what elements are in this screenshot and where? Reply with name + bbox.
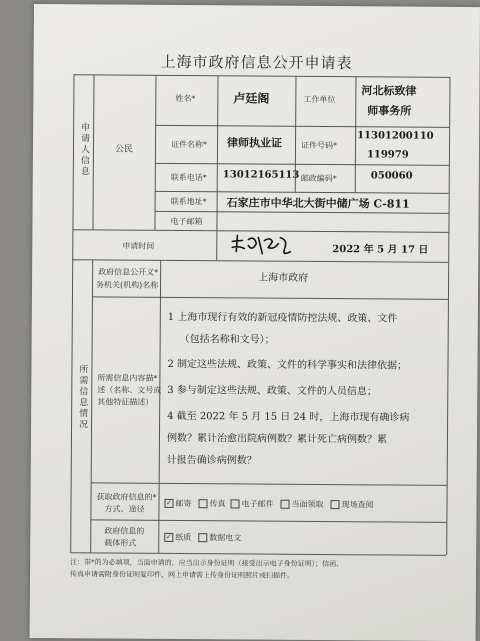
employer-value-line2: 师事务所 [367, 104, 412, 118]
format-option-label: 数据电文 [209, 533, 242, 543]
id-number-line2: 119979 [366, 149, 409, 161]
employer-label: 工作单位 [303, 94, 336, 105]
method-label-line2: 方式、途径 [104, 504, 145, 514]
date-label: 申请时间 [122, 241, 155, 251]
col-divider [158, 260, 161, 553]
method-option-in-person[interactable] [280, 499, 323, 510]
application-form-sheet [30, 4, 480, 641]
id-type-label: 证件名称* [170, 139, 208, 150]
postcode-value: 050060 [370, 170, 413, 182]
col-divider [154, 75, 156, 230]
content-label-line2: 述（名称、文号或 [97, 385, 162, 395]
checkbox-checked-icon: ✓ [166, 498, 172, 507]
content-label-line3: 其他特征描述） [97, 397, 154, 407]
agency-label-line1: 政府信息公开义* [98, 267, 159, 277]
form-title: 上海市政府信息公开申请表 [160, 52, 353, 73]
checkbox-checked-icon: ✓ [165, 532, 172, 541]
method-option-label: 邮寄 [175, 499, 192, 509]
checkbox-empty-icon [330, 500, 339, 509]
method-option-on-site[interactable] [330, 499, 373, 510]
format-option-label: 纸质 [175, 532, 192, 543]
format-label-line1: 政府信息的 [104, 526, 145, 536]
checkbox-empty-icon [198, 533, 207, 542]
applicant-type-label: 公民 [114, 144, 134, 155]
phone-label: 联系电话* [170, 172, 207, 183]
method-option-label: 传真 [209, 499, 226, 509]
content-line-1: 1 上海市现行有效的新冠疫情防控法规、政策、文件 [167, 311, 398, 325]
row-divider [155, 125, 449, 128]
footnote-line2: 传真申请需附身份证明复印件，网上申请需上传身份证明照片或扫描件。 [69, 570, 295, 580]
request-section-label: 所需信息情况 [77, 364, 88, 431]
table-right-border [446, 77, 450, 555]
method-label-line1: 获取政府信息的* [96, 492, 157, 502]
content-label-line1: 所需信息内容描* [97, 373, 158, 383]
checkbox-empty-icon [230, 499, 239, 508]
date-value: 2022 年 5 月 17 日 [332, 244, 429, 256]
method-option-fax[interactable] [198, 498, 225, 509]
id-number-label: 证件号码* [300, 140, 338, 151]
row-divider [90, 519, 446, 522]
method-option-mail[interactable] [164, 498, 191, 509]
agency-value: 上海市政府 [258, 272, 309, 284]
col-divider [90, 259, 93, 552]
content-line-3: 2 制定这些法规、政策、文件的科学事实和法律依据； [167, 358, 408, 372]
agency-label-line2: 务机关(机构)名称 [96, 280, 159, 290]
email-label: 电子邮箱 [170, 216, 203, 227]
content-line-6: 例数？累计治愈出院病例数？累计死亡病例数？累 [166, 432, 388, 446]
format-label-line2: 载体形式 [104, 538, 137, 548]
phone-value: 13012165113 [222, 169, 300, 181]
address-label: 联系地址* [170, 196, 207, 207]
row-divider [92, 296, 448, 299]
name-value: 卢廷阁 [233, 91, 270, 106]
applicant-signature [228, 231, 298, 259]
footnote-line1: 注：带*的为必填项，当面申请的，应当出示身份证明（接受出示电子身份证明）；信函、 [70, 558, 344, 569]
method-option-label: 现场查阅 [341, 500, 374, 510]
table-left-border [70, 74, 74, 552]
method-option-email[interactable] [230, 498, 273, 509]
id-number-line1: 11301200110 [357, 130, 434, 142]
content-line-2: （包括名称和文号）； [179, 334, 275, 346]
format-option-electronic[interactable] [198, 532, 241, 543]
col-divider [216, 75, 218, 230]
address-value: 石家庄市中华北大街中储广场 C-811 [226, 196, 410, 211]
checkbox-empty-icon [280, 500, 289, 509]
format-option-paper[interactable] [164, 532, 191, 543]
table-bottom-border [70, 552, 446, 556]
method-option-label: 电子邮件 [241, 499, 274, 509]
row-divider [155, 191, 449, 194]
col-divider [216, 230, 217, 260]
col-divider [92, 74, 94, 229]
content-line-4: 3 参与制定这些法规、政策、文件的人员信息； [167, 384, 377, 398]
row-divider [155, 163, 449, 166]
content-line-5: 4 截至 2022 年 5 月 15 日 24 时，上海市现有确诊病 [167, 410, 410, 424]
postcode-label: 邮政编码* [300, 173, 337, 184]
row-divider [72, 259, 448, 263]
content-line-7: 计报告确诊病例数？ [166, 454, 257, 467]
method-option-label: 当面领取 [291, 499, 324, 510]
name-label: 姓名* [175, 93, 196, 104]
employer-value-line1: 河北标致律 [361, 84, 417, 98]
checkbox-empty-icon [198, 499, 207, 508]
table-top-border [74, 74, 450, 78]
applicant-section-label: 申请人信息 [78, 122, 90, 178]
id-type-value: 律师执业证 [226, 136, 283, 150]
row-divider [91, 482, 447, 485]
